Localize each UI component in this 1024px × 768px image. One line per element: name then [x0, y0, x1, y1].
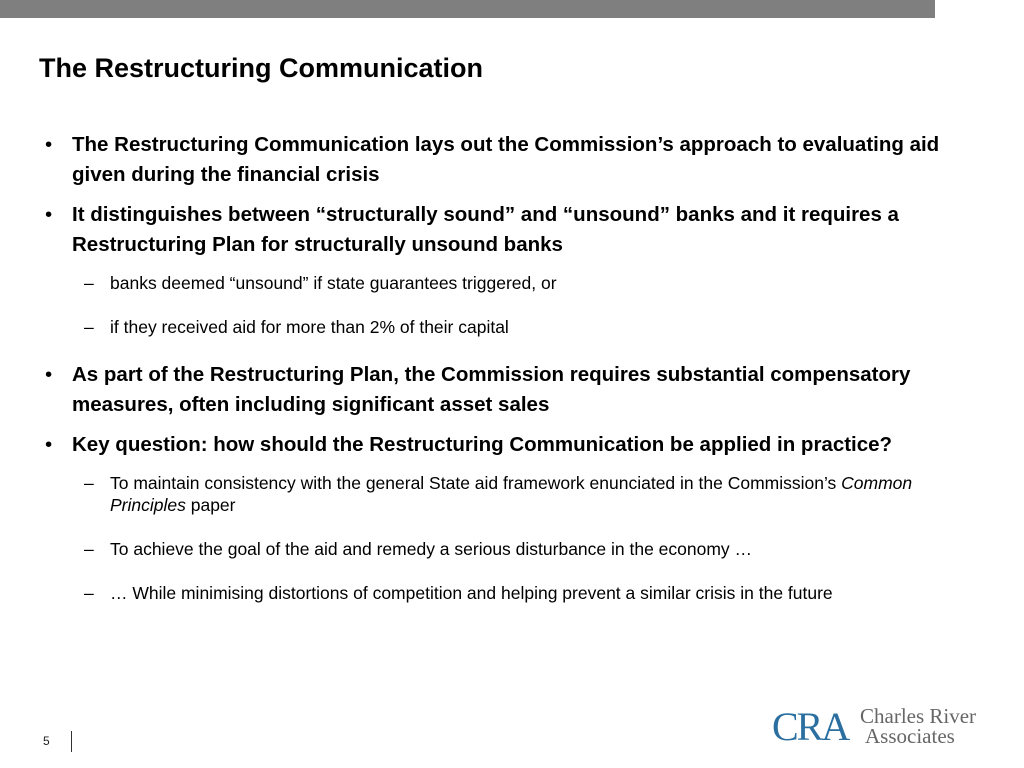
svg-text:Charles River: Charles River [860, 704, 977, 728]
slide-title: The Restructuring Communication [39, 53, 484, 83]
common-principles-italic: Common Principles [110, 473, 913, 515]
sub-bullet-item [84, 472, 950, 516]
dash-marker: – [84, 539, 94, 559]
bullet-item [45, 200, 942, 260]
sub-bullet-item [84, 582, 950, 604]
dash-marker: – [84, 273, 94, 293]
svg-text:Associates: Associates [865, 724, 955, 748]
sub-bullet-item [84, 538, 950, 560]
cra-logo [772, 702, 982, 748]
bullet-marker: • [45, 133, 53, 156]
bullet-text: It distinguishes between “structurally sound” and “unsound” banks and it requires a Restructuring Plan for structurally unsound banks [72, 203, 899, 256]
bullet-text: Key question: how should the Restructuring Communication be applied in practice? [72, 433, 893, 456]
sub-bullet-text: … While minimising distortions of competition and helping prevent a similar crisis in the future [110, 583, 833, 603]
svg-text:CRA: CRA [772, 704, 849, 748]
sub-bullet-item [84, 272, 950, 294]
dash-marker: – [84, 473, 94, 493]
sub-bullet-text: if they received aid for more than 2% of their capital [110, 317, 509, 337]
dash-marker: – [84, 583, 94, 603]
bullet-text: The Restructuring Communication lays out the Commission’s approach to evaluating aid given during the financial crisis [72, 133, 940, 186]
sub-bullet-text: To achieve the goal of the aid and remedy a serious disturbance in the economy … [110, 539, 753, 559]
top-header-bar [0, 0, 935, 18]
page-number: 5 [43, 734, 50, 748]
footer-divider [71, 731, 72, 752]
dash-marker: – [84, 317, 94, 337]
bullet-item [45, 430, 942, 460]
sub-bullet-text: To maintain consistency with the general State aid framework enunciated in the Commission’s Common Principles paper [110, 473, 913, 515]
sub-bullet-item [84, 316, 950, 338]
bullet-marker: • [45, 203, 53, 226]
bullet-marker: • [45, 363, 53, 386]
slide-body [0, 130, 1024, 626]
bullet-item [45, 130, 942, 190]
bullet-marker: • [45, 433, 53, 456]
bullet-text: As part of the Restructuring Plan, the Commission requires substantial compensatory measures, often including significant asset sales [72, 363, 911, 416]
sub-bullet-text: banks deemed “unsound” if state guarantees triggered, or [110, 273, 557, 293]
bullet-item [45, 360, 942, 420]
